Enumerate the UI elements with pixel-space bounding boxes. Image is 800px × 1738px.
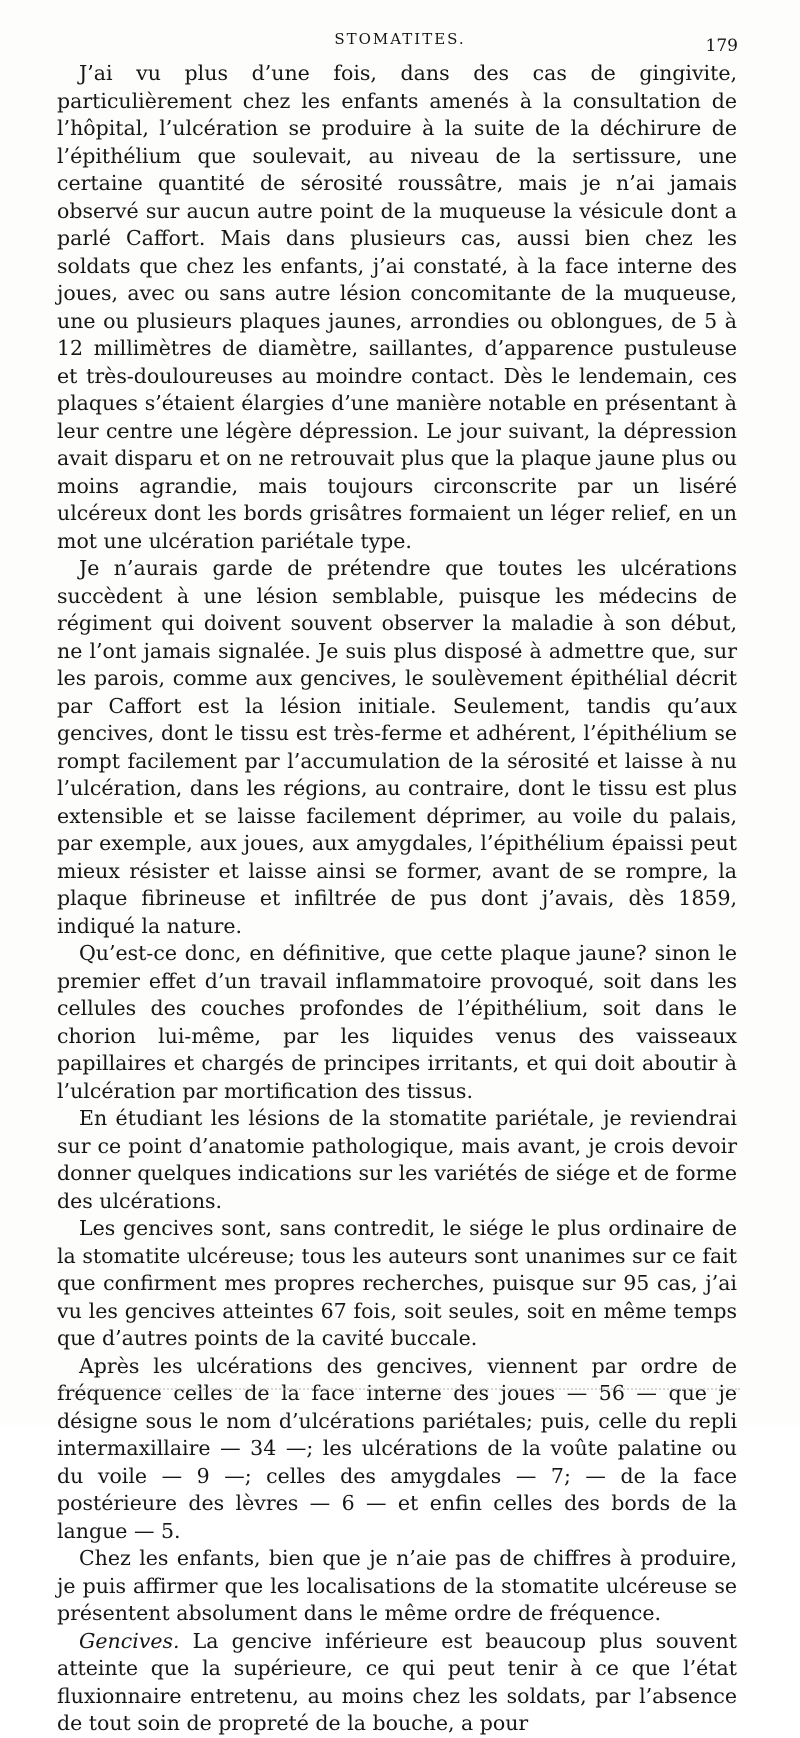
running-title: STOMATITES.: [334, 30, 466, 48]
paragraph-3: Qu’est-ce donc, en définitive, que cette plaque jaune? sinon le premier effet d’un travail inflammatoire provoqué, soit dans les cellules des couches profondes de l’épithélium, soit dans le chorion lui-même, par les liquides venus des vaisseaux papillaires et chargés de principes irritants, et qui doit aboutir à l’ulcération par mortification des tissus.: [57, 941, 737, 1103]
body-text: [57, 60, 737, 1738]
paragraph-8-text: La gencive inférieure est beaucoup plus souvent atteinte que la supérieure, ce qui peut tenir à ce que l’état fluxionnaire entretenu, au moins chez les soldats, par l’absence de tout soin de propreté de la bouche, a pour: [57, 1628, 737, 1735]
paragraph-1: J’ai vu plus d’une fois, dans des cas de gingivite, particulièrement chez les enfants amenés à la consultation de l’hôpital, l’ulcération se produire à la suite de la déchirure de l’épithélium que soulevait, au niveau de la sertissure, une certaine quantité de sérosité roussâtre, mais je n’ai jamais observé sur aucun autre point de la muqueuse la vésicule dont a parlé Caffort. Mais dans plusieurs cas, aussi bien chez les soldats que chez les enfants, j’ai constaté, à la face interne des joues, avec ou sans autre lésion concomitante de la muqueuse, une ou plusieurs plaques jaunes, arrondies ou oblongues, de 5 à 12 millimètres de diamètre, saillantes, d’apparence pustuleuse et très-douloureuses au moindre contact. Dès le lendemain, ces plaques s’étaient élargies d’une manière notable en présentant à leur centre une légère dépression. Le jour suivant, la dépression avait disparu et on ne retrouvait plus que la plaque jaune plus ou moins agrandie, mais toujours circonscrite par un liséré ulcéreux dont les bords grisâtres formaient un léger relief, en un mot une ulcération pariétale type.: [57, 61, 737, 553]
paragraph-7: Chez les enfants, bien que je n’aie pas de chiffres à produire, je puis affirmer que les localisations de la stomatite ulcéreuse se présentent absolument dans le même ordre de fréquence.: [57, 1546, 737, 1625]
paragraph-8: [57, 1628, 737, 1738]
paragraph-2: Je n’aurais garde de prétendre que toutes les ulcérations succèdent à une lésion semblable, puisque les médecins de régiment qui doivent souvent observer la maladie à son début, ne l’ont jamais signalée. Je suis plus disposé à admettre que, sur les parois, comme aux gencives, le soulèvement épithélial décrit par Caffort est la lésion initiale. Seulement, tandis qu’aux gencives, dont le tissu est très-ferme et adhérent, l’épithélium se rompt facilement par l’accumulation de la sérosité et laisse à nu l’ulcération, dans les régions, au contraire, dont le tissu est plus extensible et se laisse facilement déprimer, au voile du palais, par exemple, aux joues, aux amygdales, l’épithélium épaissi peut mieux résister et laisse ainsi se former, avant de se rompre, la plaque fibrineuse et infiltrée de pus dont j’avais, dès 1859, indiqué la nature.: [57, 556, 737, 938]
section-label-gencives: Gencives.: [79, 1628, 180, 1653]
bottom-faded-line: [60, 1388, 740, 1392]
paragraph-4: En étudiant les lésions de la stomatite pariétale, je reviendrai sur ce point d’anatomie pathologique, mais avant, je crois devoir donner quelques indications sur les variétés de siége et de forme des ulcérations.: [57, 1106, 737, 1213]
paragraph-6: Après les ulcérations des gencives, viennent par ordre de fréquence celles de la face interne des joues — 56 — que je désigne sous le nom d’ulcérations pariétales; puis, celle du repli intermaxillaire — 34 —; les ulcérations de la voûte palatine ou du voile — 9 —; celles des amygdales — 7; — de la face postérieure des lèvres — 6 — et enfin celles des bords de la langue — 5.: [57, 1353, 737, 1543]
paragraph-5: Les gencives sont, sans contredit, le siége le plus ordinaire de la stomatite ulcéreuse; tous les auteurs sont unanimes sur ce fait que confirment mes propres recherches, puisque sur 95 cas, j’ai vu les gencives atteintes 67 fois, soit seules, soit en même temps que d’autres points de la cavité buccale.: [57, 1216, 737, 1350]
page-number: 179: [705, 36, 738, 56]
